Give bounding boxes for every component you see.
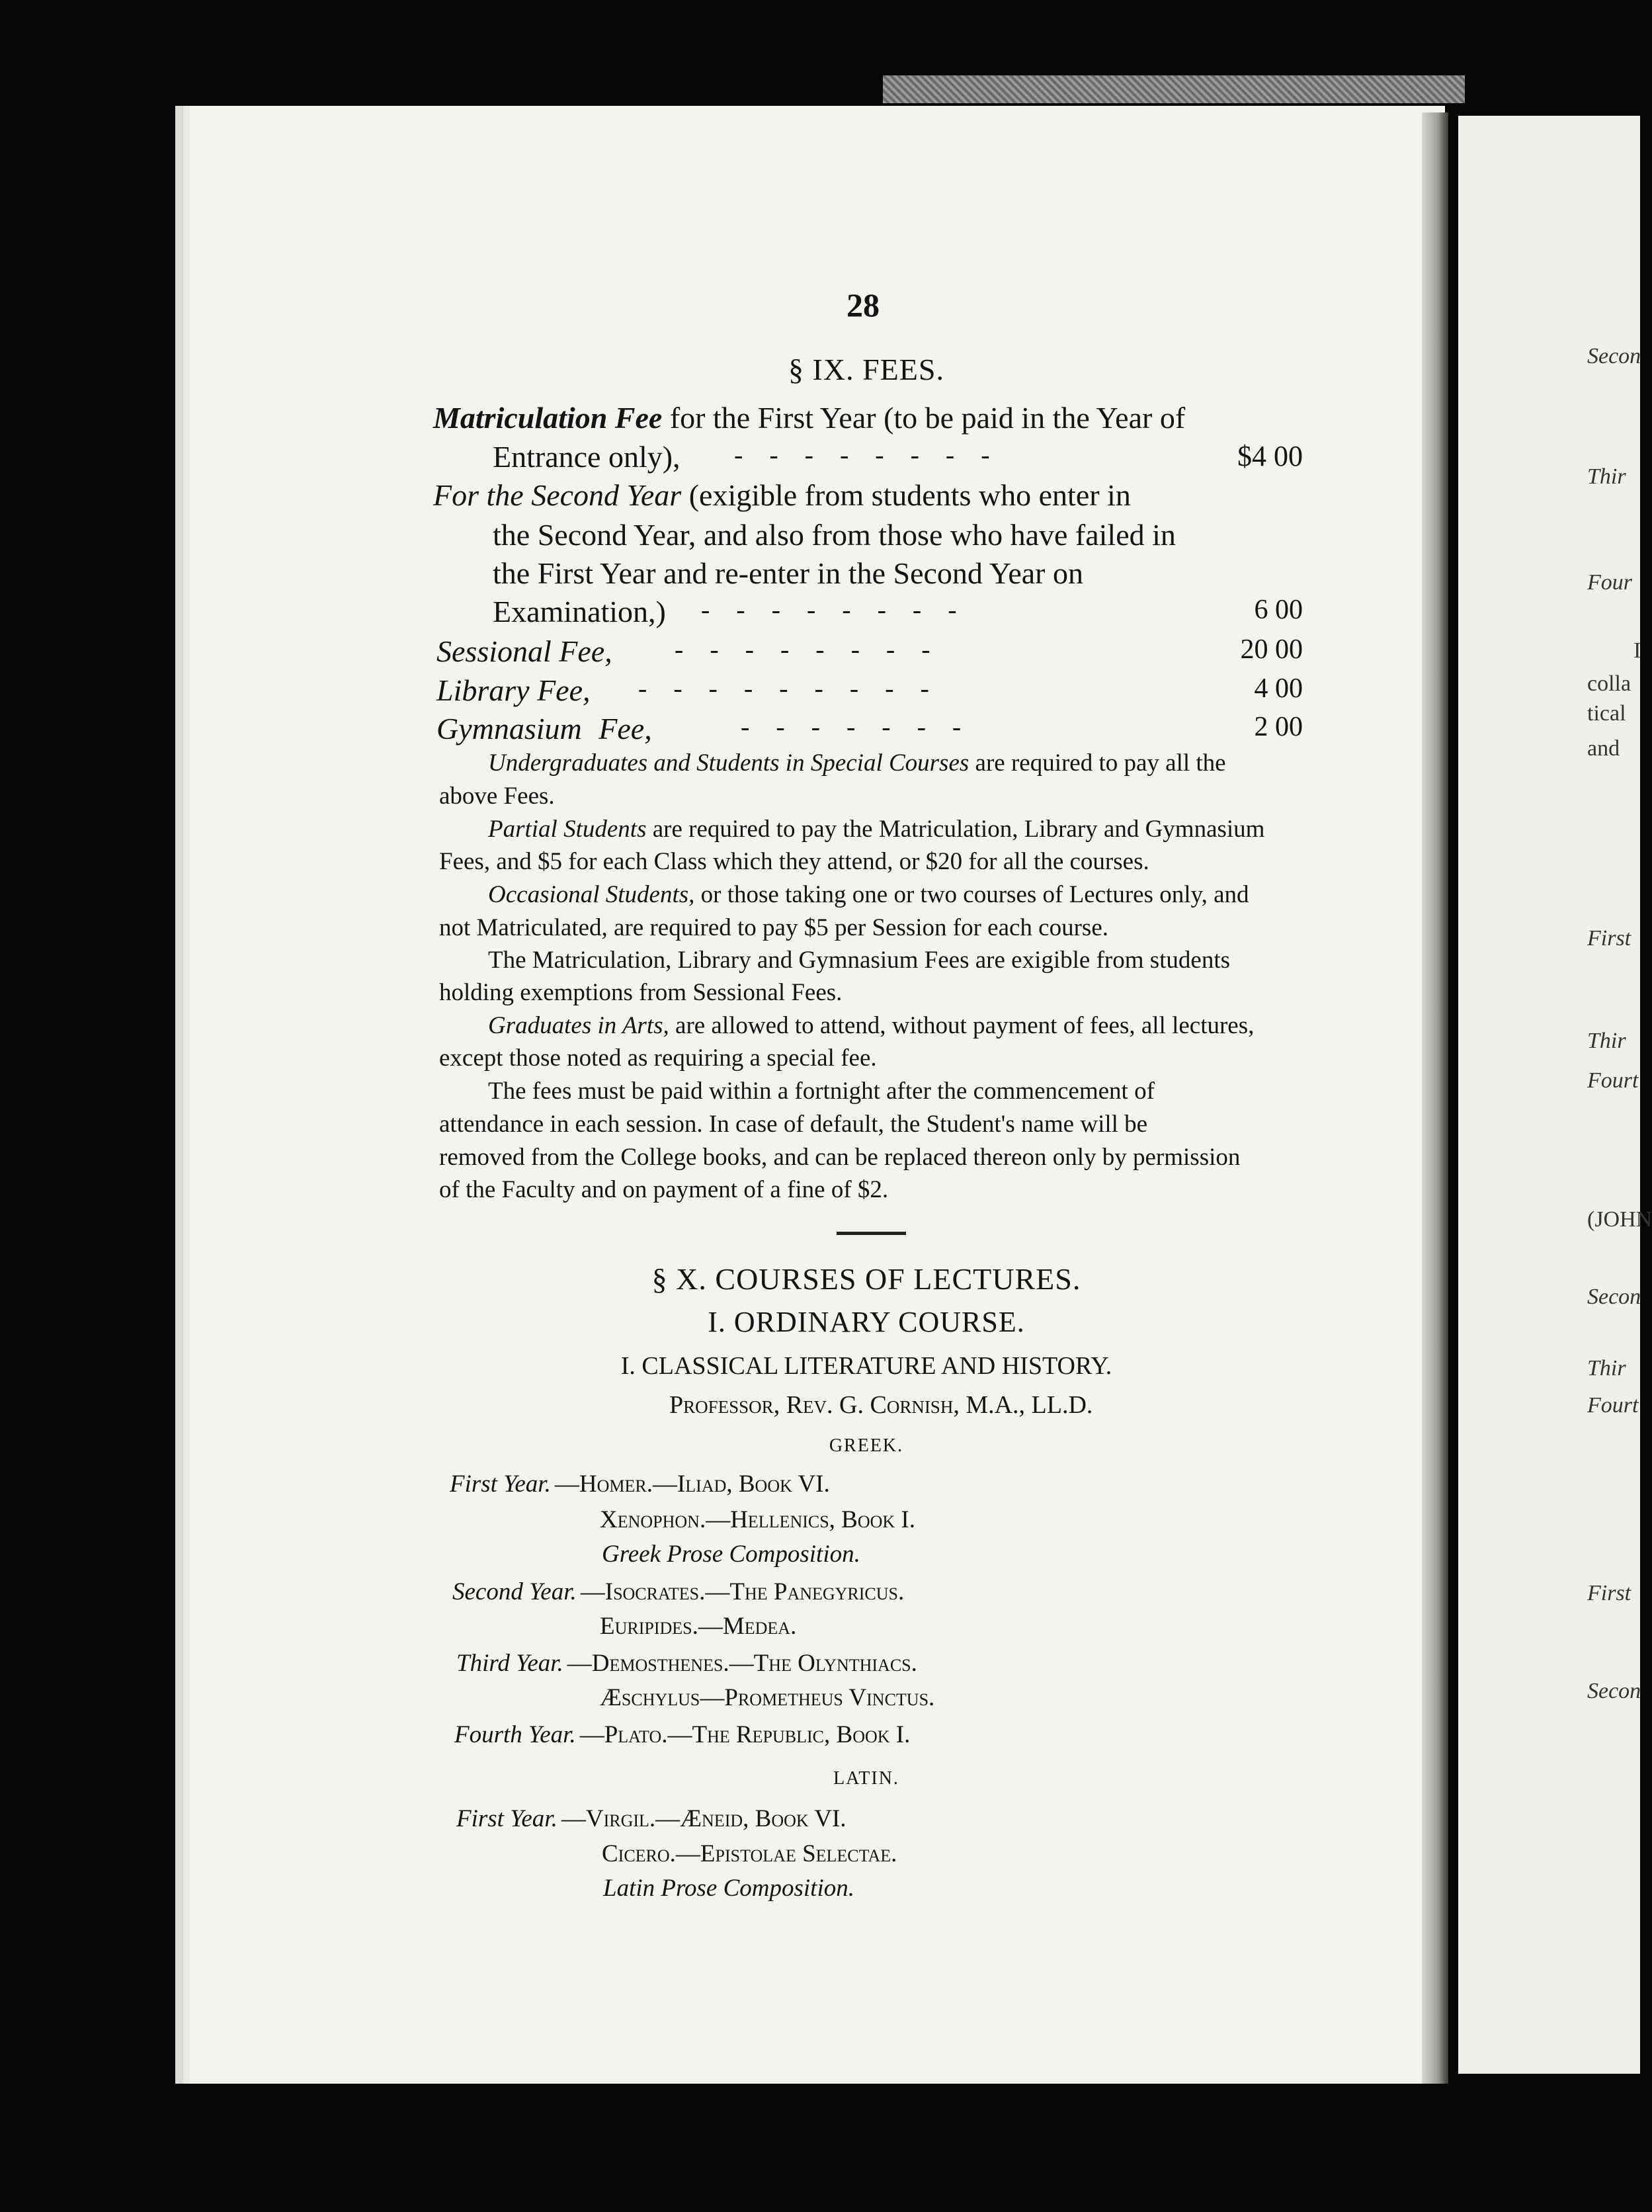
course-text: —Homer.—Iliad, Book VI. <box>554 1470 830 1498</box>
leader-dots: - - - - - - - - <box>701 595 957 624</box>
fee-gymnasium-label: Gymnasium Fee, <box>436 712 652 745</box>
fee-sessional-amount: 20 00 <box>1240 634 1303 665</box>
para-graduates-line2: except those noted as requiring a special fee. <box>439 1044 877 1072</box>
professor-line: Professor, Rev. G. Cornish, M.A., LL.D. <box>669 1391 1093 1419</box>
greek-course-row <box>456 1649 917 1678</box>
greek-heading: GREEK. <box>829 1435 904 1456</box>
lectures-heading: § X. COURSES OF LECTURES. <box>651 1262 1081 1296</box>
para-undergraduates-rest: are required to pay all the <box>969 749 1226 777</box>
course-year: First Year. <box>450 1470 551 1498</box>
para-partial-rest: are required to pay the Matriculation, Library and Gymnasium <box>646 816 1265 843</box>
para-graduates-rest: are allowed to attend, without payment of fees, all lectures, <box>669 1012 1255 1039</box>
right-page-fragment: Secon <box>1587 1285 1641 1309</box>
fee-gymnasium-amount: 2 00 <box>1254 712 1303 742</box>
right-page-fragment: Fourt <box>1587 1068 1639 1093</box>
course-year: Second Year. <box>452 1578 577 1605</box>
section-divider <box>837 1232 906 1235</box>
greek-course-row <box>452 1578 904 1606</box>
latin-course-row: Latin Prose Composition. <box>603 1875 854 1902</box>
right-page-fragment: First <box>1587 926 1631 951</box>
right-page-fragment: and <box>1587 736 1620 761</box>
leader-dots: - - - - - - - - <box>734 440 990 470</box>
para-deadline-line4: of the Faculty and on payment of a fine of $2. <box>439 1176 889 1203</box>
right-page-fragment: Four <box>1587 570 1632 595</box>
para-undergraduates-lead: Undergraduates and Students in Special Courses <box>488 749 970 777</box>
para-deadline-line2: attendance in each session. In case of default, the Student's name will be <box>439 1111 1148 1138</box>
fee-matriculation-amount: $4 00 <box>1237 440 1303 472</box>
classical-subject-heading: I. CLASSICAL LITERATURE AND HISTORY. <box>620 1352 1112 1380</box>
fee-second-year-amount: 6 00 <box>1254 595 1303 625</box>
para-occasional-line2: not Matriculated, are required to pay $5 per Session for each course. <box>439 914 1108 941</box>
latin-course-row: Cicero.—Epistolae Selectae. <box>602 1840 897 1867</box>
page-gutter <box>1422 112 1448 2084</box>
para-partial-lead: Partial Students <box>488 816 647 843</box>
ordinary-course-heading: I. ORDINARY COURSE. <box>708 1306 1025 1338</box>
right-page-fragment: (JOHN <box>1587 1207 1652 1232</box>
para-undergraduates <box>488 749 1226 777</box>
para-undergraduates-line2: above Fees. <box>439 783 555 810</box>
right-page-fragment: Thir <box>1587 464 1626 489</box>
fee-library-label: Library Fee, <box>436 673 591 707</box>
para-occasional <box>488 880 1249 909</box>
para-deadline-line3: removed from the College books, and can be replaced thereon only by permission <box>439 1144 1241 1171</box>
right-page-fragment: Thir <box>1587 1356 1626 1381</box>
fee-second-year-label: For the Second Year <box>433 478 682 512</box>
latin-course-row <box>456 1805 847 1833</box>
fee-library-amount: 4 00 <box>1254 673 1303 704</box>
leader-dots: - - - - - - - <box>741 712 962 742</box>
right-page-fragment: Secon <box>1587 1679 1641 1703</box>
course-text: —Demosthenes.—The Olynthiacs. <box>567 1650 917 1677</box>
para-exemptions-line2: holding exemptions from Sessional Fees. <box>439 979 843 1006</box>
para-deadline-line1: The fees must be paid within a fortnight after the commencement of <box>488 1078 1155 1105</box>
greek-course-row: Æschylus—Prometheus Vinctus. <box>600 1684 935 1711</box>
right-page-fragment: Secon <box>1587 344 1641 368</box>
greek-course-row: Xenophon.—Hellenics, Book I. <box>600 1506 916 1533</box>
para-partial <box>488 815 1264 843</box>
para-occasional-lead: Occasional Students, <box>488 881 695 908</box>
para-occasional-rest: or those taking one or two courses of Lectures only, and <box>694 881 1249 908</box>
right-page-fragment: Thir <box>1587 1029 1626 1053</box>
fee-matriculation-label: Matriculation Fee <box>433 401 663 435</box>
greek-course-row <box>450 1470 830 1498</box>
book-spine-strip <box>883 75 1465 103</box>
course-year: Fourth Year. <box>454 1721 576 1748</box>
fee-second-year-text4: Examination,) <box>493 595 666 628</box>
leader-dots: - - - - - - - - <box>675 634 930 664</box>
fee-matriculation-text1: for the First Year (to be paid in the Year of <box>669 401 1186 435</box>
right-page-fragment: colla <box>1587 671 1631 696</box>
fee-second-year-line1 <box>433 478 1131 513</box>
course-year: Third Year. <box>456 1650 563 1677</box>
course-text: —Virgil.—Æneid, Book VI. <box>561 1805 847 1832</box>
right-page-fragment: Fourt <box>1587 1393 1639 1418</box>
latin-heading: LATIN. <box>833 1768 899 1789</box>
fees-heading: § IX. FEES. <box>788 353 944 386</box>
right-page-fragment: tical <box>1587 701 1626 726</box>
fee-second-year-text1: (exigible from students who enter in <box>688 478 1131 512</box>
greek-course-row <box>454 1721 910 1749</box>
course-year: First Year. <box>456 1805 558 1832</box>
fee-second-year-text3: the First Year and re-enter in the Second Year on <box>493 556 1083 590</box>
para-partial-line2: Fees, and $5 for each Class which they attend, or $20 for all the courses. <box>439 848 1149 875</box>
para-graduates-lead: Graduates in Arts, <box>488 1012 669 1039</box>
fee-sessional-label: Sessional Fee, <box>436 634 612 668</box>
course-text: —Plato.—The Republic, Book I. <box>579 1721 911 1748</box>
fee-second-year-text2: the Second Year, and also from those who have failed in <box>493 518 1176 552</box>
fee-matriculation-text2: Entrance only), <box>493 440 681 474</box>
right-page-fragment: I <box>1633 638 1641 663</box>
para-graduates <box>488 1011 1254 1040</box>
page-number: 28 <box>847 286 880 323</box>
fee-matriculation-line1 <box>433 400 1185 435</box>
right-page <box>1458 116 1640 2074</box>
greek-course-row: Greek Prose Composition. <box>602 1541 860 1568</box>
para-exemptions: The Matriculation, Library and Gymnasium Fees are exigible from students <box>488 947 1231 974</box>
greek-course-row: Euripides.—Medea. <box>600 1613 797 1640</box>
course-text: —Isocrates.—The Panegyricus. <box>580 1578 905 1605</box>
leader-dots: - - - - - - - - - <box>638 673 929 703</box>
right-page-fragment: First <box>1587 1581 1631 1605</box>
